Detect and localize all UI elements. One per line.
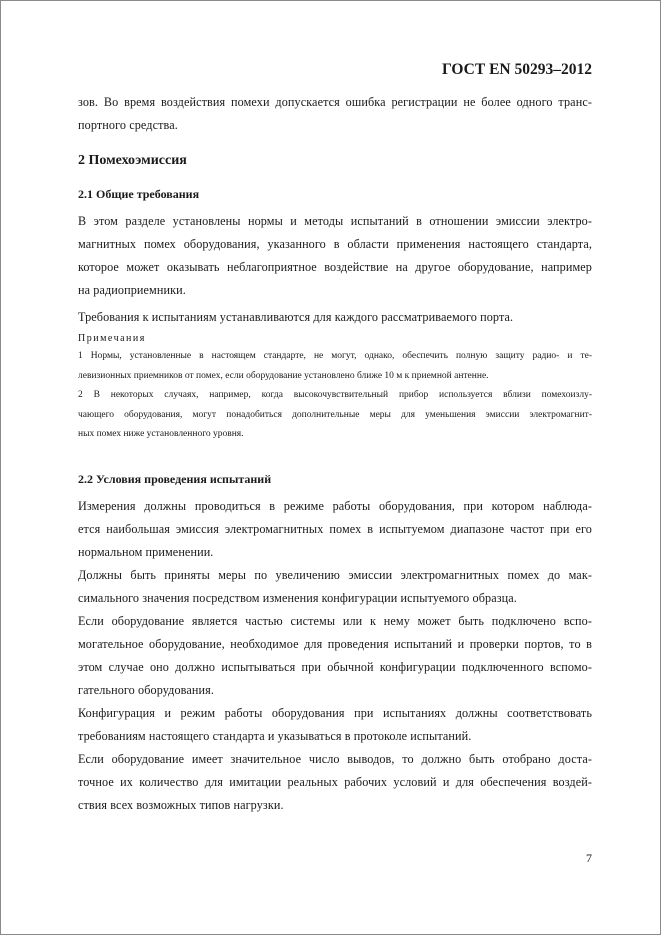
paragraph-2-1-a xyxy=(78,210,592,302)
note-line: 1 Нормы, установленные в настоящем стандарте, не могут, однако, обеспечить полную защиту радио- и те- xyxy=(78,351,592,361)
text-line: ется наибольшая эмиссия электромагнитных помех в испытуемом диапазоне частот при его xyxy=(78,522,592,536)
section-heading-2: 2 Помехоэмиссия xyxy=(78,153,187,168)
text-line: требованиям настоящего стандарта и указываться в протоколе испытаний. xyxy=(78,729,472,743)
note-line: чающего оборудования, могут понадобиться дополнительные меры для уменьшения эмиссии электромагнит- xyxy=(78,409,592,420)
text-line: портного средства. xyxy=(78,118,178,132)
subsection-heading-2-2: 2.2 Условия проведения испытаний xyxy=(78,472,272,486)
note-line: ных помех ниже установленного уровня. xyxy=(78,429,244,439)
note-line: 2 В некоторых случаях, например, когда высокочувствительный прибор используется вблизи помехоизлу- xyxy=(78,390,592,400)
paragraph-2-2-d xyxy=(78,702,592,748)
text-line: которое может оказывать неблагоприятное воздействие на другое оборудование, например xyxy=(78,260,592,274)
text-line: Требования к испытаниям устанавливаются для каждого рассматриваемого порта. xyxy=(78,310,514,324)
paragraph-2-1-b xyxy=(78,306,592,329)
notes-title: Примечания xyxy=(78,333,146,344)
text-line: Если оборудование является частью системы или к нему может быть подключено вспо- xyxy=(78,614,592,628)
subsection-heading-2-1: 2.1 Общие требования xyxy=(78,187,200,201)
paragraph-2-2-b xyxy=(78,564,592,610)
text-line: магнитных помех оборудования, указанного в области применения настоящего стандарта, xyxy=(78,237,592,251)
paragraph-2-2-e xyxy=(78,748,592,817)
text-line: этом случае оно должно испытываться при обычной конфигурации подключенного вспомо- xyxy=(78,660,592,674)
text-line: зов. Во время воздействия помехи допускается ошибка регистрации не более одного транс- xyxy=(78,95,592,109)
text-line xyxy=(78,210,592,233)
text-line: Конфигурация и режим работы оборудования при испытаниях должны соответствовать xyxy=(78,706,592,720)
note-line: левизионных приемников от помех, если оборудование установлено ближе 10 м к приемной антенне. xyxy=(78,370,489,381)
text-line: могательное оборудование, необходимое для проведения испытаний и проверки портов, то в xyxy=(78,637,592,651)
text-line: Измерения должны проводиться в режиме работы оборудования, при котором наблюда- xyxy=(78,499,592,513)
text-line: точное их количество для имитации реальных рабочих условий и для обеспечения воздей- xyxy=(78,775,592,789)
note-2 xyxy=(78,386,592,445)
text-line: Должны быть приняты меры по увеличению эмиссии электромагнитных помех до мак- xyxy=(78,568,592,582)
intro-paragraph xyxy=(78,91,592,137)
text-line: нормальном применении. xyxy=(78,545,214,559)
paragraph-2-2-a xyxy=(78,495,592,564)
page-number: 7 xyxy=(586,851,592,865)
text-line-content: В этом разделе установлены нормы и методы испытаний в отношении эмиссии электро- xyxy=(78,214,592,228)
text-line: ствия всех возможных типов нагрузки. xyxy=(78,798,284,812)
document-header: ГОСТ EN 50293–2012 xyxy=(441,61,592,78)
text-line: симального значения посредством изменения конфигурации испытуемого образца. xyxy=(78,591,517,605)
paragraph-2-2-c xyxy=(78,610,592,702)
note-1 xyxy=(78,347,592,386)
text-line: на радиоприемники. xyxy=(78,283,186,297)
text-line: гательного оборудования. xyxy=(78,683,214,697)
text-line: Если оборудование имеет значительное число выводов, то должно быть отобрано доста- xyxy=(78,752,592,766)
